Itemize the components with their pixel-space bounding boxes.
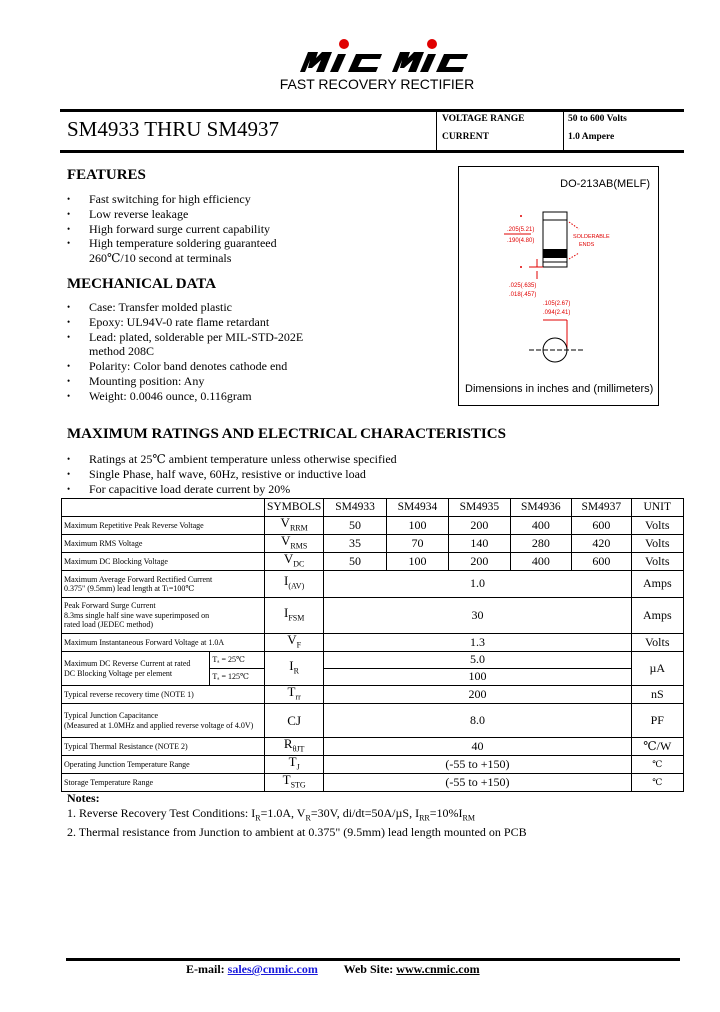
header-cell-unit: UNIT — [631, 499, 683, 517]
header-cell-symbols: SYMBOLS — [264, 499, 323, 517]
unit-cell: Volts — [631, 517, 683, 535]
header-cell-sm4936: SM4936 — [510, 499, 571, 517]
brand-logo — [296, 38, 476, 74]
header-cell-sm4937: SM4937 — [572, 499, 632, 517]
param-label: Typical Junction Capacitance (Measured at 1.0MHz and applied reverse voltage of 4.0V) — [62, 704, 265, 738]
condition-cell: Tₐ = 25℃ — [210, 652, 265, 669]
symbol-cell: $R_{\theta JT}$ — [264, 738, 323, 756]
header-bottom-rule — [60, 150, 684, 153]
svg-text:.094(2.41): .094(2.41) — [543, 310, 571, 316]
voltage-range-value: 50 to 600 Volts — [568, 114, 627, 124]
value-cell: 70 — [386, 535, 448, 553]
web-label: Web Site: — [343, 962, 394, 976]
table-row — [62, 704, 684, 738]
characteristics-table — [61, 498, 684, 792]
website-link[interactable]: www.cnmic.com — [396, 962, 480, 976]
unit-cell: nS — [631, 686, 683, 704]
value-cell: 420 — [572, 535, 632, 553]
feature-item: • High temperature soldering guaranteed — [67, 236, 277, 251]
mechanical-list — [67, 300, 303, 404]
svg-text:SOLDERABLE: SOLDERABLE — [573, 234, 610, 240]
unit-cell: Volts — [631, 535, 683, 553]
value-cell: 50 — [324, 553, 386, 571]
unit-cell: Volts — [631, 553, 683, 571]
mechanical-title: MECHANICAL DATA — [67, 276, 217, 292]
unit-cell: Amps — [631, 598, 683, 634]
param-label: Maximum RMS Voltage — [62, 535, 265, 553]
value-cell: 1.0 — [324, 571, 631, 598]
package-caption: Dimensions in inches and (millimeters) — [465, 383, 654, 395]
header-cell-sm4934: SM4934 — [386, 499, 448, 517]
email-label: E-mail: — [186, 962, 225, 976]
unit-cell: ℃/W — [631, 738, 683, 756]
value-cell: 5.0 — [324, 652, 631, 669]
current-value: 1.0 Ampere — [568, 132, 615, 142]
mechanical-item: • Case: Transfer molded plastic — [67, 300, 303, 315]
table-row — [62, 634, 684, 652]
value-cell: 600 — [572, 553, 632, 571]
value-cell: 35 — [324, 535, 386, 553]
param-label: Maximum DC Blocking Voltage — [62, 553, 265, 571]
svg-text:.190(4.80): .190(4.80) — [507, 238, 535, 244]
features-list — [67, 192, 277, 266]
footer-rule — [66, 958, 680, 961]
document-subtitle: FAST RECOVERY RECTIFIER — [279, 76, 475, 92]
rating-item: • Ratings at 25℃ ambient temperature unless otherwise specified — [67, 452, 397, 467]
svg-text:.018(.457): .018(.457) — [509, 292, 537, 298]
svg-text:.025(.635): .025(.635) — [509, 283, 537, 289]
param-label: Maximum Average Forward Rectified Current 0.375" (9.5mm) lead length at Tₗ=100℃ — [62, 571, 265, 598]
table-row — [62, 756, 684, 774]
param-label: Maximum Repetitive Peak Reverse Voltage — [62, 517, 265, 535]
value-cell: 30 — [324, 598, 631, 634]
voltage-range-label: VOLTAGE RANGE — [442, 114, 525, 124]
condition-cell: Tₐ = 125℃ — [210, 669, 265, 686]
package-diagram — [458, 166, 659, 406]
value-cell: 200 — [449, 517, 510, 535]
value-cell: 600 — [572, 517, 632, 535]
header-cell-parameter — [62, 499, 265, 517]
param-label: Maximum Instantaneous Forward Voltage at 1.0A — [62, 634, 265, 652]
unit-cell: ℃ — [631, 774, 683, 792]
value-cell: 100 — [324, 669, 631, 686]
feature-item: 260℃/10 second at terminals — [89, 251, 232, 266]
value-cell: 140 — [449, 535, 510, 553]
symbol-cell: $V_F$ — [264, 634, 323, 652]
header-cell-sm4935: SM4935 — [449, 499, 510, 517]
unit-cell: Amps — [631, 571, 683, 598]
table-row — [62, 652, 684, 669]
mechanical-item: • Polarity: Color band denotes cathode end — [67, 359, 303, 374]
svg-text:ENDS: ENDS — [579, 242, 595, 248]
value-cell: 100 — [386, 517, 448, 535]
table-row — [62, 738, 684, 756]
symbol-cell: $T_{STG}$ — [264, 774, 323, 792]
header-divider — [436, 111, 437, 150]
param-label: Maximum DC Reverse Current at rated DC Blocking Voltage per element — [62, 652, 210, 686]
unit-cell: PF — [631, 704, 683, 738]
header-divider — [563, 111, 564, 150]
value-cell: 100 — [386, 553, 448, 571]
symbol-cell: $I_{FSM}$ — [264, 598, 323, 634]
note-2: 2. Thermal resistance from Junction to ambient at 0.375" (9.5mm) lead length mounted on PCB — [67, 825, 527, 840]
email-link[interactable]: sales@cnmic.com — [227, 962, 318, 976]
symbol-cell: $I_{(AV)}$ — [264, 571, 323, 598]
value-cell: 200 — [324, 686, 631, 704]
part-range-title: SM4933 THRU SM4937 — [67, 117, 279, 141]
table-row — [62, 686, 684, 704]
value-cell: (-55 to +150) — [324, 756, 631, 774]
table-row — [62, 774, 684, 792]
symbol-cell: $T_{rr}$ — [264, 686, 323, 704]
feature-item: • High forward surge current capability — [67, 222, 277, 237]
header-cell-sm4933: SM4933 — [324, 499, 386, 517]
feature-item: • Low reverse leakage — [67, 207, 277, 222]
footer-contact — [186, 962, 480, 977]
notes-title: Notes: — [67, 791, 100, 805]
param-label: Peak Forward Surge Current 8.3ms single half sine wave superimposed on rated load (JEDEC method) — [62, 598, 265, 634]
notes-block — [67, 791, 527, 840]
symbol-cell: $V_{DC}$ — [264, 553, 323, 571]
param-label: Typical Thermal Resistance (NOTE 2) — [62, 738, 265, 756]
features-title: FEATURES — [67, 167, 146, 183]
table-row — [62, 571, 684, 598]
ratings-list — [67, 452, 397, 496]
unit-cell: µA — [631, 652, 683, 686]
mechanical-item: • Weight: 0.0046 ounce, 0.116gram — [67, 389, 303, 404]
param-label: Storage Temperature Range — [62, 774, 265, 792]
svg-text:.205(5.21): .205(5.21) — [507, 227, 535, 233]
rating-item: • For capacitive load derate current by 20% — [67, 482, 397, 497]
unit-cell: ℃ — [631, 756, 683, 774]
value-cell: 280 — [510, 535, 571, 553]
current-label: CURRENT — [442, 132, 489, 142]
feature-item: • Fast switching for high efficiency — [67, 192, 277, 207]
unit-cell: Volts — [631, 634, 683, 652]
value-cell: 400 — [510, 517, 571, 535]
ratings-title: MAXIMUM RATINGS AND ELECTRICAL CHARACTERISTICS — [67, 426, 506, 442]
melf-outline-icon — [459, 167, 660, 382]
mechanical-item: • Lead: plated, solderable per MIL-STD-202E — [67, 330, 303, 345]
mechanical-item: method 208C — [89, 344, 154, 359]
symbol-cell: $T_J$ — [264, 756, 323, 774]
package-title: DO-213AB(MELF) — [560, 178, 650, 190]
table-row — [62, 598, 684, 634]
value-cell: (-55 to +150) — [324, 774, 631, 792]
mechanical-item: • Epoxy: UL94V-0 rate flame retardant — [67, 315, 303, 330]
symbol-cell: CJ — [264, 704, 323, 738]
value-cell: 200 — [449, 553, 510, 571]
table-row — [62, 517, 684, 535]
symbol-cell: $V_{RRM}$ — [264, 517, 323, 535]
value-cell: 1.3 — [324, 634, 631, 652]
param-label: Typical reverse recovery time (NOTE 1) — [62, 686, 265, 704]
table-row — [62, 535, 684, 553]
param-label: Operating Junction Temperature Range — [62, 756, 265, 774]
mic-logo-icon — [296, 38, 476, 74]
value-cell: 50 — [324, 517, 386, 535]
mechanical-item: • Mounting position: Any — [67, 374, 303, 389]
table-row — [62, 553, 684, 571]
value-cell: 8.0 — [324, 704, 631, 738]
symbol-cell: $V_{RMS}$ — [264, 535, 323, 553]
table-header-row — [62, 499, 684, 517]
value-cell: 40 — [324, 738, 631, 756]
rating-item: • Single Phase, half wave, 60Hz, resistive or inductive load — [67, 467, 397, 482]
svg-text:.105(2.67): .105(2.67) — [543, 301, 571, 307]
note-1: 1. Reverse Recovery Test Conditions: $I_R=1.0A$, $V_R=30V$, di/dt=50A/µS, $I_{RR}=10\%I_{RM}$ — [67, 806, 475, 823]
header-top-rule — [60, 109, 684, 112]
symbol-cell: $I_R$ — [264, 652, 323, 686]
value-cell: 400 — [510, 553, 571, 571]
